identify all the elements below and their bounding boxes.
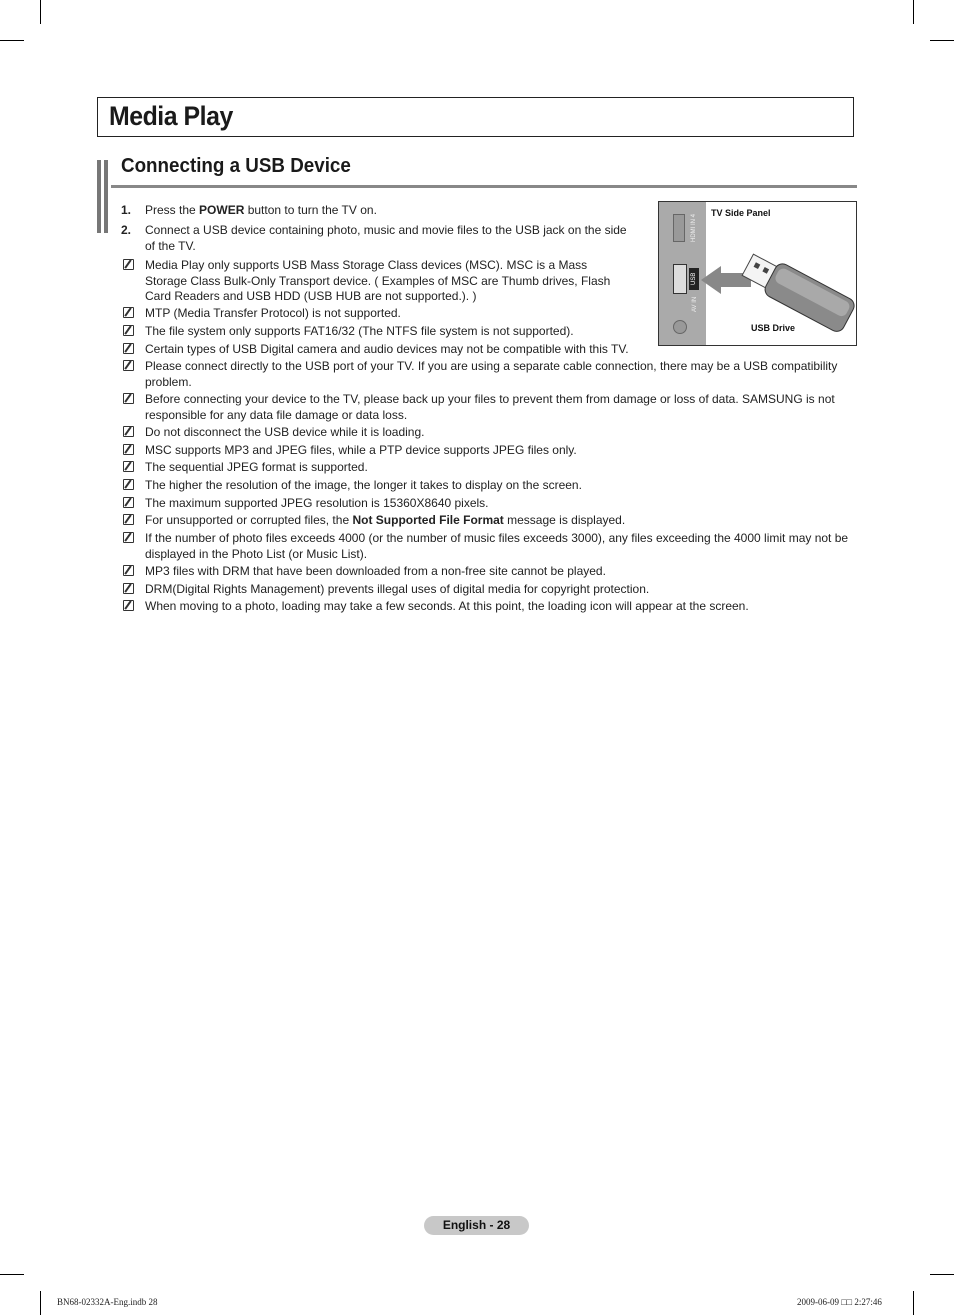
step-number: 1.	[121, 203, 132, 217]
note-pencil-icon	[123, 600, 134, 611]
note-text: The maximum supported JPEG resolution is 15360X8640 pixels.	[145, 496, 489, 510]
note-text: Before connecting your device to the TV, please back up your files to prevent them from damage or loss of data. SAMSUNG is not responsible for any data file damage or data loss.	[145, 392, 835, 422]
note-text: The sequential JPEG format is supported.	[145, 460, 368, 474]
note-text: MTP (Media Transfer Protocol) is not supported.	[145, 306, 401, 320]
note-pencil-icon	[123, 360, 134, 371]
crop-mark	[930, 1274, 954, 1275]
note-pencil-icon	[123, 426, 134, 437]
note-text: For unsupported or corrupted files, the Not Supported File Format message is displayed.	[145, 513, 626, 527]
section-marker	[104, 160, 108, 233]
step-text: Connect a USB device containing photo, music and movie files to the USB jack on the side of the TV.	[145, 223, 627, 253]
note-text: The higher the resolution of the image, the longer it takes to display on the screen.	[145, 478, 582, 492]
usb-port-label: USB	[691, 272, 697, 285]
note-text: When moving to a photo, loading may take a few seconds. At this point, the loading icon will appear at the screen.	[145, 599, 749, 613]
crop-mark	[913, 0, 914, 24]
crop-mark	[913, 1291, 914, 1315]
note-pencil-icon	[123, 565, 134, 576]
note-text: MP3 files with DRM that have been downloaded from a non-free site cannot be played.	[145, 564, 606, 578]
note-text: Media Play only supports USB Mass Storage Class devices (MSC). MSC is a Mass Storage Class Bulk-Only Transport device. ( Examples of MSC are Thumb drives, Flash Card Readers and USB HDD (USB HUB are not supported.). )	[145, 258, 611, 303]
crop-mark	[40, 1291, 41, 1315]
figure-panel-label: TV Side Panel	[711, 208, 771, 218]
note-pencil-icon	[123, 532, 134, 543]
note-text: MSC supports MP3 and JPEG files, while a PTP device supports JPEG files only.	[145, 443, 577, 457]
section-title: Connecting a USB Device	[121, 155, 351, 177]
note-text: The file system only supports FAT16/32 (The NTFS file system is not supported).	[145, 324, 574, 338]
note-pencil-icon	[123, 259, 134, 270]
step-number: 2.	[121, 223, 132, 237]
note-text: Certain types of USB Digital camera and audio devices may not be compatible with this TV.	[145, 342, 629, 356]
section-marker	[97, 160, 101, 233]
note-text: Please connect directly to the USB port of your TV. If you are using a separate cable connection, there may be a USB compatibility problem.	[145, 359, 838, 389]
note-pencil-icon	[123, 393, 134, 404]
crop-mark	[930, 40, 954, 41]
crop-mark	[0, 40, 24, 41]
figure-drive-label: USB Drive	[751, 323, 796, 333]
step-text: Press the POWER button to turn the TV on.	[145, 203, 377, 217]
note-pencil-icon	[123, 497, 134, 508]
note-pencil-icon	[123, 307, 134, 318]
crop-mark	[40, 0, 41, 24]
page-title: Media Play	[109, 101, 233, 131]
note-text: Do not disconnect the USB device while it is loading.	[145, 425, 425, 439]
print-timestamp: 2009-06-09 □□ 2:27:46	[797, 1297, 882, 1307]
page-title-box	[97, 97, 854, 137]
av-port-label: AV IN	[692, 296, 698, 312]
note-text: If the number of photo files exceeds 4000 (or the number of music files exceeds 3000), any files exceeding the 4000 limit may not be displayed in the Photo List (or Music List).	[145, 531, 849, 561]
note-pencil-icon	[123, 514, 134, 525]
file-slug: BN68-02332A-Eng.indb 28	[57, 1297, 158, 1307]
crop-mark	[0, 1274, 24, 1275]
note-pencil-icon	[123, 444, 134, 455]
usb-connection-figure	[658, 201, 857, 346]
section-rule	[111, 185, 857, 188]
note-pencil-icon	[123, 583, 134, 594]
note-pencil-icon	[123, 461, 134, 472]
hdmi-port-label: HDMI IN 4	[691, 213, 697, 242]
note-pencil-icon	[123, 343, 134, 354]
note-pencil-icon	[123, 479, 134, 490]
page-number-badge: English - 28	[424, 1216, 529, 1235]
note-text: DRM(Digital Rights Management) prevents illegal uses of digital media for copyright protection.	[145, 582, 650, 596]
note-pencil-icon	[123, 325, 134, 336]
